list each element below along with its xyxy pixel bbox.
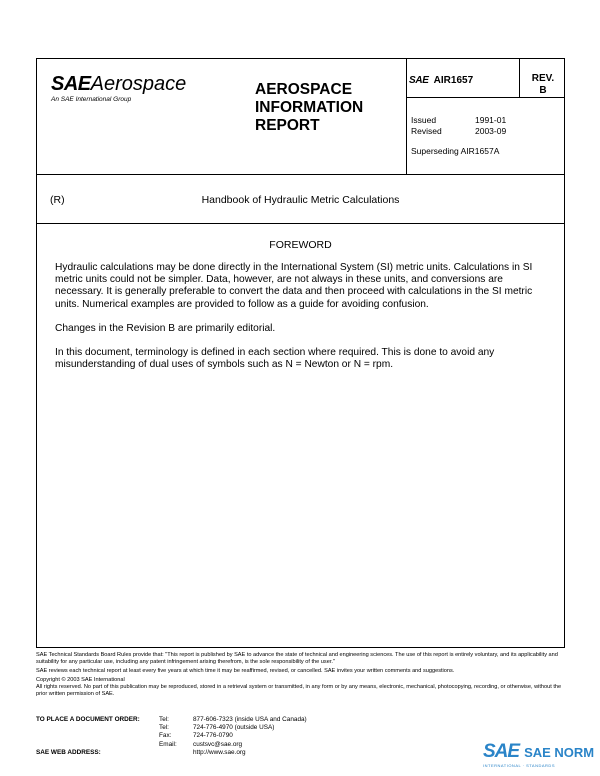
rev-value: B [539, 85, 547, 96]
email-link[interactable]: custsvc@sae.org [193, 740, 243, 748]
header-divider [37, 174, 564, 175]
order-label: TO PLACE A DOCUMENT ORDER: [36, 716, 140, 723]
id-column-divider [406, 59, 407, 174]
tel-label: Tel: [159, 716, 169, 723]
tel-value: 877-606-7323 (inside USA and Canada) [193, 716, 307, 723]
revised-date: 2003-09 [475, 126, 507, 136]
doc-type-line1: AEROSPACE [255, 81, 353, 98]
watermark-text: SAE NORM [524, 744, 595, 760]
issued-label: Issued [411, 115, 437, 125]
revised-label: Revised [411, 126, 442, 136]
body-paragraph: Hydraulic calculations may be done directly in the International System (SI) metric units. Calculations in SI metric units could not be simpler. Data, however, are not always in these units, and conversions are necessary. It is generally preferable to convert the data and then proceed with calculations in the SI metric units. Numerical examples are provided to follow as a guide for avoiding confusion. [55, 262, 533, 310]
foreword-heading: FOREWORD [269, 239, 332, 251]
policy-text: SAE Technical Standards Board Rules provide that: "This report is published by SAE to advance the state of technical and engineering sciences. The use of this report is entirely voluntary, and its applicability and suitability for any particular use, including any patent infringement arising therefrom, is the sole responsibility of the user." [36, 652, 558, 665]
legal-footer [36, 652, 565, 700]
foreword-body [55, 262, 549, 383]
doc-type-line2: INFORMATION [255, 99, 364, 116]
document-title: Handbook of Hydraulic Metric Calculations [201, 194, 400, 206]
watermark-sub: INTERNATIONAL · STANDARDS [483, 763, 555, 768]
watermark-brand: SAE [483, 741, 520, 762]
document-frame [36, 58, 565, 648]
web-link[interactable]: http://www.sae.org [193, 748, 246, 756]
doc-number: AIR1657 [433, 75, 474, 86]
rights-text: All rights reserved. No part of this publication may be reproduced, stored in a retrieval system or transmitted, in any form or by any means, electronic, mechanical, photocopying, recording, or otherwise, without the prior written permission of SAE. [36, 684, 562, 697]
email-label: Email: [159, 740, 177, 748]
logo-word: Aerospace [90, 73, 187, 95]
doc-type-line3: REPORT [255, 117, 320, 134]
sae-norm-watermark [483, 741, 594, 768]
web-label: SAE WEB ADDRESS: [36, 748, 101, 756]
issued-date: 1991-01 [475, 115, 507, 125]
document-type [255, 81, 363, 135]
revision-mark: (R) [50, 194, 65, 206]
logo-brand: SAE [51, 73, 91, 95]
document-id [409, 75, 519, 86]
superseding-note: Superseding AIR1657A [411, 146, 500, 156]
tel2-label: Tel: [159, 724, 169, 732]
id-row-divider [406, 97, 564, 98]
issue-dates [411, 115, 506, 137]
fax-value: 724-776-0790 [193, 732, 233, 740]
revision-box [520, 73, 566, 97]
order-info [36, 716, 307, 757]
sae-mini-logo: SAE [409, 75, 429, 86]
tel2-value: 724-776-4970 (outside USA) [193, 724, 275, 732]
review-text: SAE reviews each technical report at least every five years at which time it may be reaffirmed, revised, or cancelled. SAE invites your written comments and suggestions. [36, 668, 455, 674]
fax-label: Fax: [159, 732, 172, 740]
copyright-text: Copyright © 2003 SAE International [36, 677, 125, 683]
logo-tagline: An SAE International Group [51, 96, 132, 103]
body-paragraph: Changes in the Revision B are primarily editorial. [55, 322, 276, 334]
rev-label: REV. [531, 73, 555, 84]
sae-aerospace-logo [51, 74, 186, 103]
title-divider [37, 223, 564, 224]
body-paragraph: In this document, terminology is defined in each section where required. This is done to avoid any misunderstanding of dual uses of symbols such as N = Newton or N = rpm. [55, 347, 495, 371]
